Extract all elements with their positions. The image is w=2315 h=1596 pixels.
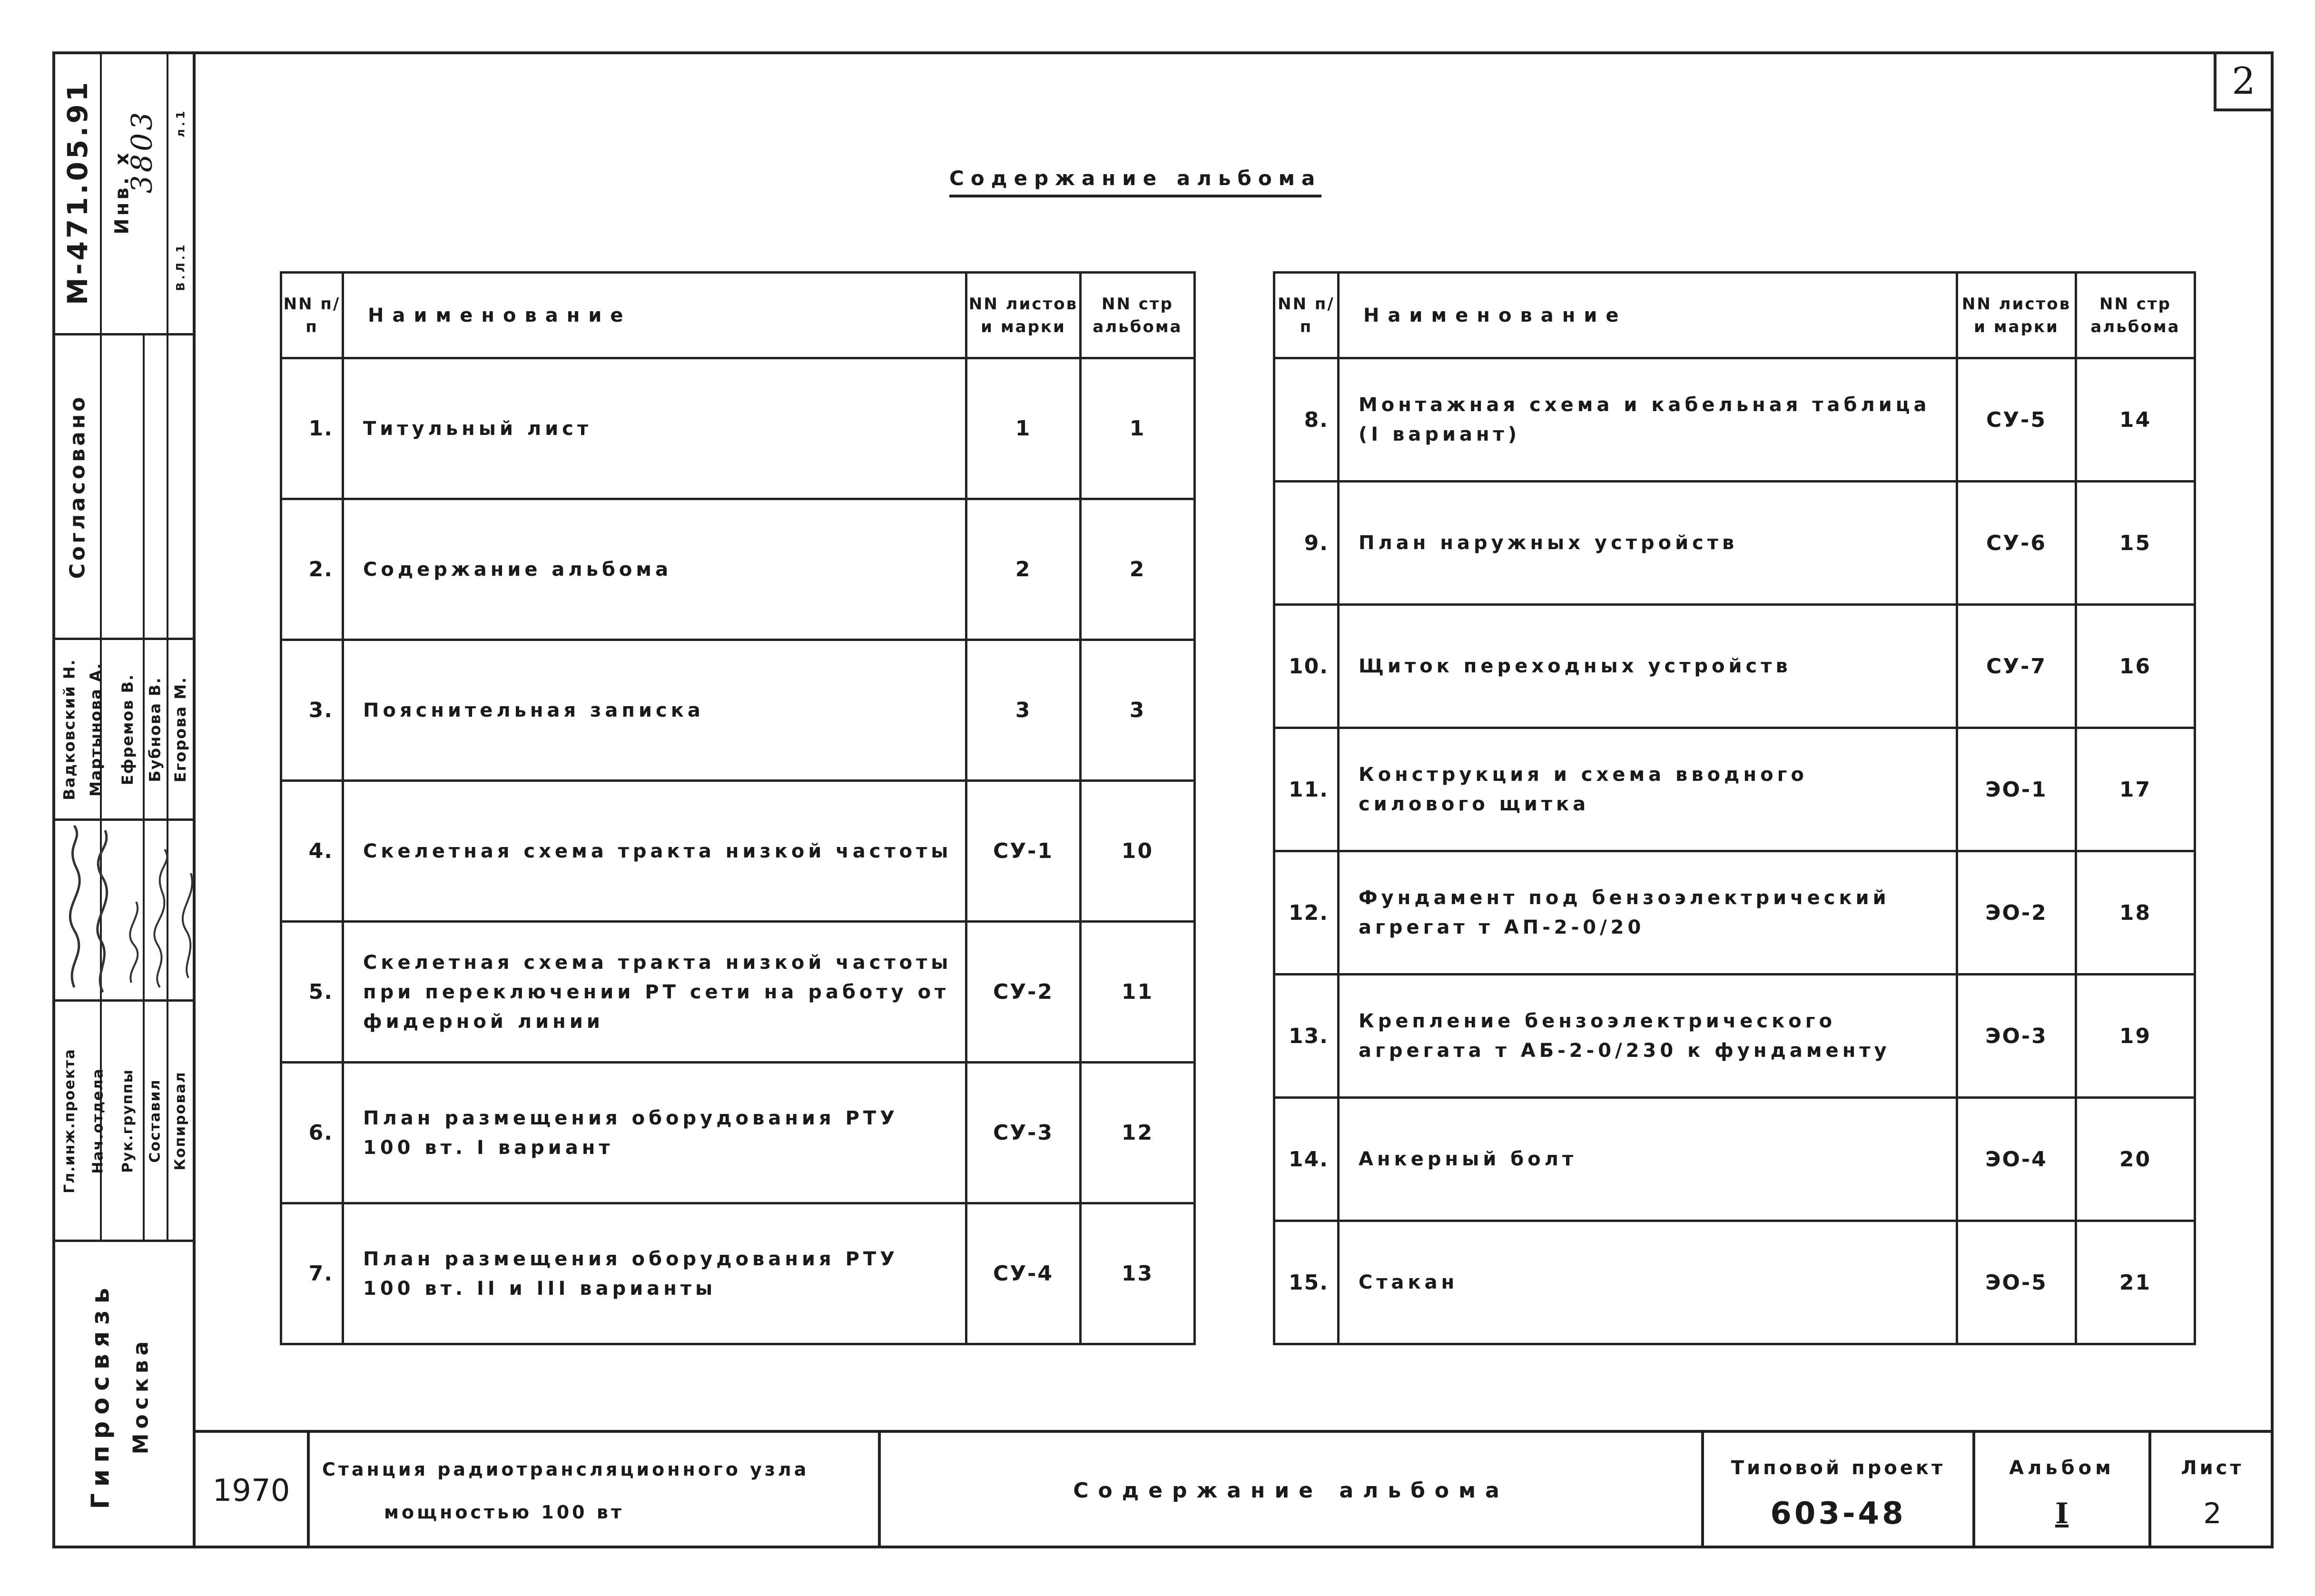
row-name: Титульный лист xyxy=(343,358,966,499)
table-row xyxy=(1274,605,2195,728)
row-number: 10. xyxy=(1274,605,1339,728)
role-label: Рук.группы xyxy=(119,1068,136,1173)
table-row xyxy=(281,781,1195,922)
row-page: 3 xyxy=(1081,640,1195,781)
table-row xyxy=(281,1063,1195,1203)
sheet-label: Лист xyxy=(2181,1457,2244,1479)
row-mark: ЭО-5 xyxy=(1957,1221,2076,1344)
row-number: 6. xyxy=(281,1063,343,1203)
row-number: 2. xyxy=(281,499,343,640)
contents-table-left-body xyxy=(281,358,1195,1344)
city-cell xyxy=(112,1242,169,1548)
row-name: Пояснительная записка xyxy=(343,640,966,781)
row-page: 21 xyxy=(2076,1221,2195,1344)
row-mark: ЭО-1 xyxy=(1957,728,2076,851)
row-mark: СУ-7 xyxy=(1957,605,2076,728)
role-label: Нач.отдела xyxy=(89,1067,107,1174)
row-page: 13 xyxy=(1081,1203,1195,1344)
person-name: Егорова М. xyxy=(171,676,189,782)
contents-table-right xyxy=(1273,271,2196,1345)
row-mark: СУ-1 xyxy=(966,781,1081,922)
year-cell xyxy=(196,1433,307,1548)
row-name: Щиток переходных устройств xyxy=(1339,605,1957,728)
table-row xyxy=(1274,358,2195,482)
inv-number: 3803 xyxy=(125,109,159,194)
row-page: 16 xyxy=(2076,605,2195,728)
table-row xyxy=(1274,851,2195,975)
role-cell xyxy=(167,1002,193,1240)
person-cell xyxy=(114,640,141,818)
sheet-corner-number-text: 2 xyxy=(2232,60,2256,103)
row-mark: СУ-2 xyxy=(966,922,1081,1063)
row-name: Скелетная схема тракта низкой частоты при переключении РТ сети на работу от фидерной линии xyxy=(343,922,966,1063)
row-page: 12 xyxy=(1081,1063,1195,1203)
row-number: 3. xyxy=(281,640,343,781)
row-mark: СУ-4 xyxy=(966,1203,1081,1344)
doc-code: М-471.05.91 xyxy=(61,79,94,305)
table-row xyxy=(281,499,1195,640)
role-label: Составил xyxy=(147,1078,164,1163)
approved-label: Согласовано xyxy=(65,394,90,579)
header-sheets: NN листов и марки xyxy=(966,273,1081,358)
table-row xyxy=(281,1203,1195,1344)
row-name: Фундамент под бензоэлектрический агрегат т АП-2-0/20 xyxy=(1339,851,1957,975)
station-cell xyxy=(310,1433,878,1548)
row-mark: СУ-3 xyxy=(966,1063,1081,1203)
person-cell xyxy=(143,640,167,818)
row-page: 11 xyxy=(1081,922,1195,1063)
person-name: Мартынова А. xyxy=(87,662,105,797)
row-number: 4. xyxy=(281,781,343,922)
header-pages: NN стр альбома xyxy=(2076,273,2195,358)
header-name: Наименование xyxy=(343,273,966,358)
album-cell xyxy=(1975,1433,2148,1548)
row-page: 17 xyxy=(2076,728,2195,851)
table-row xyxy=(281,358,1195,499)
row-page: 18 xyxy=(2076,851,2195,975)
row-name: Скелетная схема тракта низкой частоты xyxy=(343,781,966,922)
page-title: Содержание альбома xyxy=(949,167,1321,197)
contents-table-left xyxy=(280,271,1196,1345)
contents-table-right-body xyxy=(1274,358,2195,1344)
header-num: NN п/п xyxy=(281,273,343,358)
role-cell xyxy=(143,1002,167,1240)
row-mark: 2 xyxy=(966,499,1081,640)
row-mark: СУ-6 xyxy=(1957,482,2076,605)
person-cell xyxy=(55,640,84,818)
table-header-row xyxy=(281,273,1195,358)
sheet-corner-number xyxy=(2214,51,2274,111)
stamp-small-a: л.1 xyxy=(174,108,187,138)
table-row xyxy=(281,922,1195,1063)
row-mark: СУ-5 xyxy=(1957,358,2076,482)
row-page: 20 xyxy=(2076,1098,2195,1221)
signatures-image xyxy=(55,821,193,999)
header-pages: NN стр альбома xyxy=(1081,273,1195,358)
inv-label: Инв. х xyxy=(111,150,134,235)
row-number: 7. xyxy=(281,1203,343,1344)
row-name: План наружных устройств xyxy=(1339,482,1957,605)
row-page: 19 xyxy=(2076,975,2195,1098)
row-number: 8. xyxy=(1274,358,1339,482)
table-header-row xyxy=(1274,273,2195,358)
row-page: 15 xyxy=(2076,482,2195,605)
person-cell xyxy=(167,640,193,818)
row-page: 14 xyxy=(2076,358,2195,482)
row-mark: 3 xyxy=(966,640,1081,781)
row-number: 5. xyxy=(281,922,343,1063)
inv-number-cell xyxy=(119,51,165,251)
sheet-number: 2 xyxy=(2203,1497,2222,1530)
person-name: Вадковский Н. xyxy=(60,658,79,800)
row-number: 1. xyxy=(281,358,343,499)
small-a-cell xyxy=(168,51,193,194)
row-mark: ЭО-2 xyxy=(1957,851,2076,975)
row-name: План размещения оборудования РТУ 100 вт. II и III варианты xyxy=(343,1203,966,1344)
role-cell xyxy=(55,1002,84,1240)
person-name: Ефремов В. xyxy=(118,673,137,785)
row-name: Конструкция и схема вводного силового щитка xyxy=(1339,728,1957,851)
table-row xyxy=(1274,1098,2195,1221)
org-name: Гипросвязь xyxy=(86,1281,115,1509)
row-number: 11. xyxy=(1274,728,1339,851)
row-mark: 1 xyxy=(966,358,1081,499)
role-label: Гл.инж.проекта xyxy=(61,1048,78,1193)
table-row xyxy=(1274,1221,2195,1344)
person-name: Бубнова В. xyxy=(146,676,164,782)
table-row xyxy=(1274,728,2195,851)
project-number: 603-48 xyxy=(1770,1496,1906,1531)
row-number: 9. xyxy=(1274,482,1339,605)
header-name: Наименование xyxy=(1339,273,1957,358)
album-number: I xyxy=(2055,1497,2069,1530)
row-number: 12. xyxy=(1274,851,1339,975)
row-page: 2 xyxy=(1081,499,1195,640)
row-name: Монтажная схема и кабельная таблица (I вариант) xyxy=(1339,358,1957,482)
person-cell xyxy=(84,640,108,818)
city-name: Москва xyxy=(128,1336,153,1454)
approved-cell xyxy=(55,335,100,638)
row-name: Содержание альбома xyxy=(343,499,966,640)
small-b-cell xyxy=(168,200,193,333)
row-name: Крепление бензоэлектрического агрегата т АБ-2-0/230 к фундаменту xyxy=(1339,975,1957,1098)
header-sheets: NN листов и марки xyxy=(1957,273,2076,358)
sheet-title-cell xyxy=(881,1433,1701,1548)
row-number: 13. xyxy=(1274,975,1339,1098)
row-name: План размещения оборудования РТУ 100 вт. I вариант xyxy=(343,1063,966,1203)
role-cell xyxy=(114,1002,141,1240)
role-cell xyxy=(84,1002,112,1240)
header-num: NN п/п xyxy=(1274,273,1339,358)
table-row xyxy=(281,640,1195,781)
sheet-cell xyxy=(2151,1433,2274,1548)
project-label: Типовой проект xyxy=(1731,1457,1946,1479)
row-number: 14. xyxy=(1274,1098,1339,1221)
sheet-title: Содержание альбома xyxy=(1073,1478,1509,1503)
row-page: 10 xyxy=(1081,781,1195,922)
stamp-small-b: В.Л.1 xyxy=(174,242,188,291)
row-mark: ЭО-4 xyxy=(1957,1098,2076,1221)
row-number: 15. xyxy=(1274,1221,1339,1344)
table-row xyxy=(1274,975,2195,1098)
station-line-1: Станция радиотрансляционного узла xyxy=(322,1458,809,1480)
project-cell xyxy=(1704,1433,1972,1548)
row-name: Стакан xyxy=(1339,1221,1957,1344)
row-page: 1 xyxy=(1081,358,1195,499)
station-line-2: мощностью 100 вт xyxy=(384,1501,624,1523)
row-name: Анкерный болт xyxy=(1339,1098,1957,1221)
album-label: Альбом xyxy=(2009,1457,2115,1479)
doc-code-cell xyxy=(55,51,100,333)
year: 1970 xyxy=(212,1473,290,1508)
table-row xyxy=(1274,482,2195,605)
row-mark: ЭО-3 xyxy=(1957,975,2076,1098)
role-label: Копировал xyxy=(172,1071,189,1171)
